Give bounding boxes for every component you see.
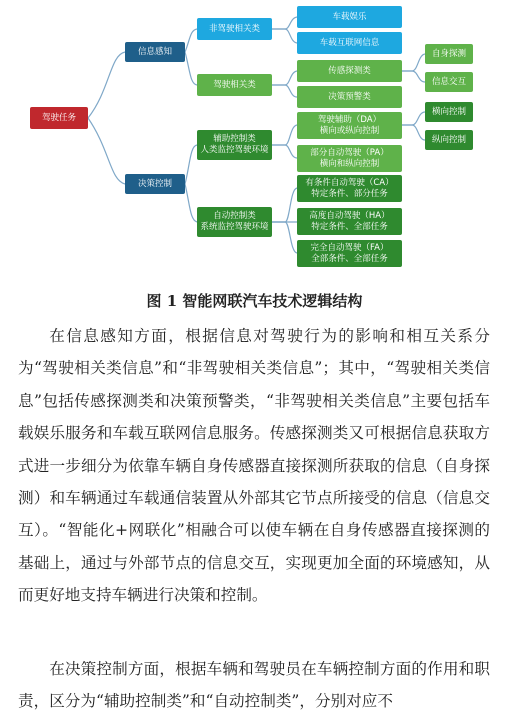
figure-caption: 图 1 智能网联汽车技术逻辑结构: [146, 292, 363, 310]
node-decision-control: 决策控制: [125, 174, 185, 194]
root-node-driving-task: 驾驶任务: [30, 107, 88, 129]
node-driving: 驾驶相关类: [197, 74, 272, 96]
node-warning: 决策预警类: [297, 86, 402, 108]
node-fa: 完全自动驾驶（FA） 全部条件、全部任务: [297, 240, 402, 267]
node-sensing: 传感探测类: [297, 60, 402, 82]
node-auto-control: 自动控制类 系统监控驾驶环境: [197, 207, 272, 237]
node-pa: 部分自动驾驶（PA） 横向和纵向控制: [297, 145, 402, 172]
node-non-driving: 非驾驶相关类: [197, 18, 272, 40]
paragraph-decision-control: 在决策控制方面，根据车辆和驾驶员在车辆控制方面的作用和职责，区分为“辅助控制类”和“自动控制类”，分别对应不: [18, 660, 490, 711]
node-ha: 高度自动驾驶（HA） 特定条件、全部任务: [297, 208, 402, 235]
node-internet-info: 车载互联网信息: [297, 32, 402, 54]
node-info-exchange: 信息交互: [425, 72, 473, 92]
paragraph-info-perception: 在信息感知方面，根据信息对驾驶行为的影响和相互关系分为“驾驶相关类信息”和“非驾驶相关类信息”；其中，“驾驶相关类信息”包括传感探测类和决策预警类，“非驾驶相关类信息”主要包括车载娱乐服务和车载互联网信息服务。传感探测类又可根据信息获取方式进一步细分为依靠车辆自身传感器直接探测所获取的信息（自身探测）和车辆通过车载通信装置从外部其它节点所接受的信息（信息交互）。“智能化+网联化”相融合可以使车辆在自身传感器直接探测的基础上，通过与外部节点的信息交互，实现更加全面的环境感知，从而更好地支持车辆进行决策和控制。: [18, 327, 490, 605]
node-longitudinal-control: 纵向控制: [425, 130, 473, 150]
logic-structure-diagram: [0, 0, 509, 280]
node-entertainment: 车载娱乐: [297, 6, 402, 28]
node-da: 驾驶辅助（DA） 横向或纵向控制: [297, 112, 402, 139]
node-info-perception: 信息感知: [125, 42, 185, 62]
node-lateral-control: 横向控制: [425, 102, 473, 122]
node-ca: 有条件自动驾驶（CA） 特定条件、部分任务: [297, 175, 402, 202]
node-assist-control: 辅助控制类 人类监控驾驶环境: [197, 130, 272, 160]
node-self-detection: 自身探测: [425, 44, 473, 64]
